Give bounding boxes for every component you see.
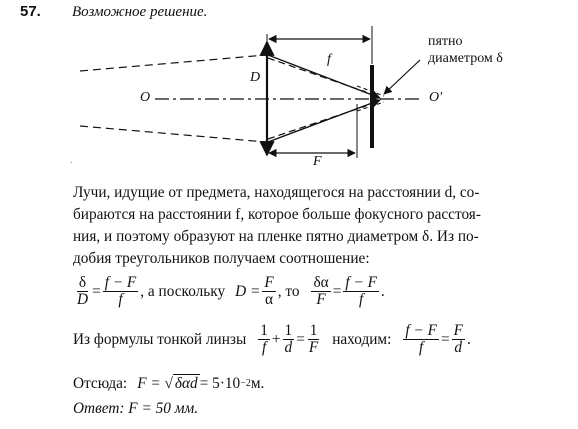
formula-line-3 xyxy=(73,374,264,393)
lens-diagram xyxy=(0,0,578,175)
fraction-1-over-d: $\frac{1}{d}$ xyxy=(284,322,293,357)
solution-heading: Возможное решение. xyxy=(72,4,208,20)
D-equals: D = xyxy=(235,282,261,300)
ray-solid-bottom xyxy=(268,100,380,142)
hence-text: Отсюда: xyxy=(73,374,128,392)
incoming-ray-bottom xyxy=(80,126,266,142)
equals-sign-3: = xyxy=(296,330,305,348)
fraction-f-minus-F-over-f: $\frac{f - F}{f}$ xyxy=(104,274,137,309)
fraction-delta-alpha-over-F: $\frac{\delta\alpha}{F}$ xyxy=(313,274,329,309)
period: . xyxy=(380,282,385,300)
equals-sign: = xyxy=(92,282,101,300)
ray-dashed-top xyxy=(268,58,366,92)
text-line-4: добия треугольников получаем соотношение: xyxy=(73,250,370,267)
exponent: −2 xyxy=(240,378,251,389)
fraction-delta-over-D: $\frac{\delta}{D}$ xyxy=(77,274,89,309)
result-value: = 5·10 xyxy=(199,374,241,392)
stray-mark: . xyxy=(70,155,73,165)
fraction-f-minus-F-over-f-3: $\frac{f - F}{f}$ xyxy=(405,322,437,357)
incoming-ray-top xyxy=(80,55,266,71)
text-line-1: Лучи, идущие от предмета, находящегося на расстоянии d, со- xyxy=(73,184,480,201)
answer-label: Ответ: xyxy=(73,400,125,417)
fraction-F-over-d: $\frac{F}{d}$ xyxy=(453,322,463,357)
lens-formula-intro: Из формулы тонкой линзы xyxy=(73,330,247,348)
fraction-F-over-alpha: $\frac{F}{\alpha}$ xyxy=(264,274,274,309)
formula-line-2 xyxy=(73,323,471,356)
spot-label-line2: диаметром δ xyxy=(428,51,503,66)
formula-line-1 xyxy=(73,275,385,308)
label-O-prime: O′ xyxy=(429,90,443,105)
problem-number: 57. xyxy=(20,3,41,20)
label-F: F xyxy=(313,154,322,169)
period-2: . xyxy=(466,330,471,348)
plus-sign: + xyxy=(271,330,281,348)
connector-text: , а поскольку xyxy=(140,282,226,300)
equals-sign-2: = xyxy=(332,282,342,300)
answer-value: F = 50 мм. xyxy=(124,400,199,417)
label-D: D xyxy=(250,70,261,85)
label-f: f xyxy=(327,52,331,67)
label-O: O xyxy=(140,90,151,105)
sqrt-sign: √ xyxy=(160,374,173,392)
spot-pointer xyxy=(384,60,420,94)
text-line-2: бираются на расстоянии f, которое больше фокусного расстоя- xyxy=(73,206,481,223)
text-line-3: ния, и поэтому образуют на пленке пятно диаметром δ. Из по- xyxy=(73,228,479,245)
fraction-1-over-F: $\frac{1}{F}$ xyxy=(308,322,319,357)
equals-sign-4: = xyxy=(440,330,450,348)
sqrt-content: δαd xyxy=(174,375,198,392)
find-text: находим: xyxy=(332,330,392,348)
unit-meters: м. xyxy=(250,374,265,392)
answer-line xyxy=(73,400,198,418)
fraction-1-over-f: $\frac{1}{f}$ xyxy=(260,322,268,357)
F-equals: F = xyxy=(137,374,161,392)
spot-label-line1: пятно xyxy=(428,34,463,49)
fraction-f-minus-F-over-f-2: $\frac{f - F}{f}$ xyxy=(345,274,377,309)
then-text: , то xyxy=(277,282,300,300)
